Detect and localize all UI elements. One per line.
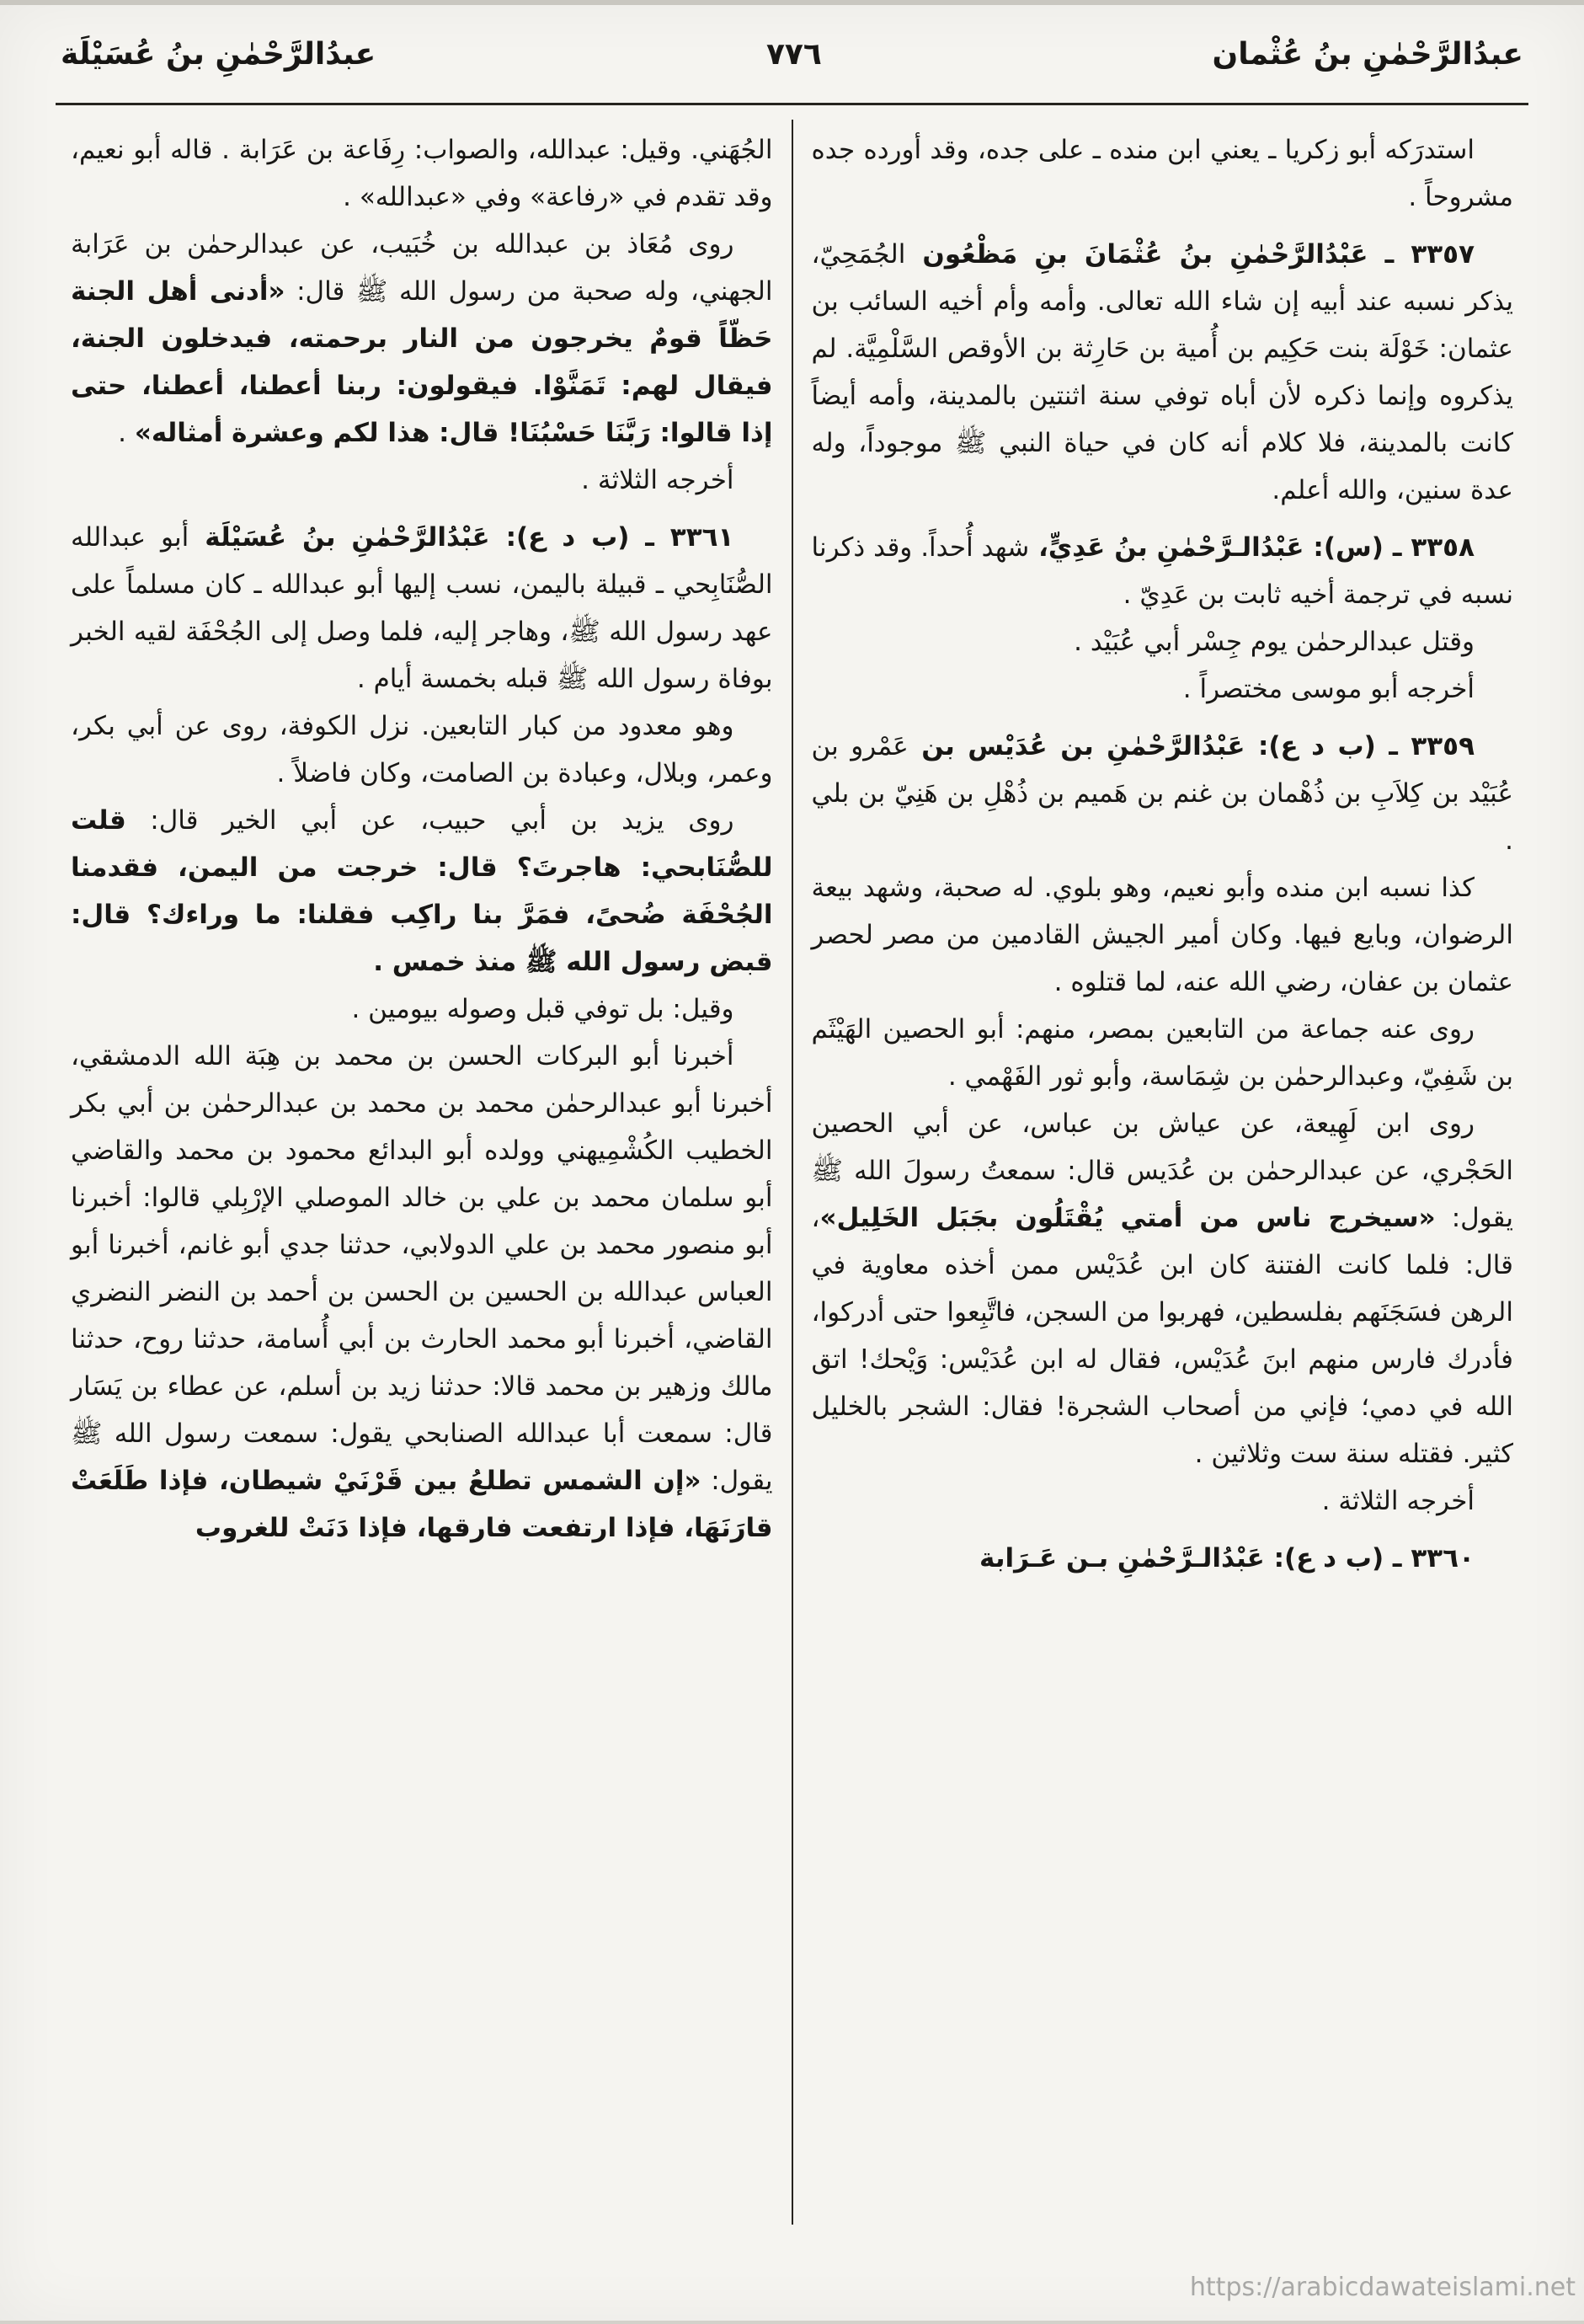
bold-text-segment: ٣٣٥٨ ـ (س): عَبْدُالـرَّحْمٰنِ بنُ عَدِيٍّ، (1029, 532, 1475, 563)
paragraph (71, 797, 773, 986)
text-segment: الجُمَحِيّ، يذكر نسبه عند أبيه إن شاء الله تعالى. وأمه وأم أخيه السائب بن عثمان: خَوْلَة بنت حَكِيم بن أُمية بن حَارِثة بن الأوقص السَّلْمِيَّة. لم يذكروه وإنما ذكره لأن أباه توفي سنة اثنتين بالمدينة، وأمه أيضاً كانت بالمدينة، فلا كلام أنه كان في حياة النبي ﷺ موجوداً، وله عدة سنين، والله أعلم. (811, 239, 1513, 505)
page-header (61, 37, 1523, 72)
text-segment: عَمْرو بن عُبَيْد بن كِلاَبِ بن ذُهْمان بن غنم بن هَميم بن ذُهْلِ بن هَنِيّ بن بلي . (811, 731, 1513, 856)
text-segment: كذا نسبه ابن منده وأبو نعيم، وهو بلوي. له صحبة، وشهد بيعة الرضوان، وبايع فيها. وكان أمير الجيش القادمين من مصر لحصر عثمان بن عفان، رضي الله عنه، لما قتلوه . (811, 873, 1513, 997)
bold-text-segment: «إن الشمس تطلعُ بين قَرْنَيْ شيطان، فإذا طَلَعَتْ قارَنَهَا، فإذا ارتفعت فارقها، فإذا دَنَتْ للغروب (71, 1466, 773, 1543)
text-segment: أخرجه الثلاثة . (1321, 1486, 1475, 1516)
paragraph (812, 126, 1514, 221)
text-segment: أبو عبدالله الصُّنَابِحي ـ قبيلة باليمن، نسب إليها أبو عبدالله ـ كان مسلماً على عهد رسول الله ﷺ، وهاجر إليه، فلما وصل إلى الجُحْفَة لقيه الخبر بوفاة رسول الله ﷺ قبله بخمسة أيام . (71, 522, 773, 694)
text-segment: روى يزيد بن أبي حبيب، عن أبي الخير قال: (125, 805, 734, 836)
text-columns (56, 120, 1528, 2225)
watermark-url: https://arabicdawateislami.net (1189, 2273, 1576, 2302)
paragraph (812, 618, 1514, 665)
column-left (56, 120, 788, 2225)
bold-text-segment: ٣٣٥٩ ـ (ب د ع): عَبْدُالرَّحْمٰنِ بن عُدَيْس بن (908, 731, 1475, 761)
text-segment: وهو معدود من كبار التابعين. نزل الكوفة، روى عن أبي بكر، وعمر، وبلال، وعبادة بن الصامت، وكان فاضلاً . (71, 711, 773, 788)
text-segment: أخرجه أبو موسى مختصراً . (1182, 674, 1475, 704)
paragraph (812, 864, 1514, 1006)
entry-paragraph (812, 524, 1514, 618)
header-title-left: عبدُالرَّحْمٰنِ بنُ عُسَيْلَة (61, 37, 376, 72)
text-segment: روى مُعَاذ بن عبدالله بن خُبَيب، عن عبدالرحمٰن بن عَرَابة الجهني، وله صحبة من رسول الله ﷺ قال: (71, 229, 773, 307)
bold-text-segment: ٣٣٦٠ ـ (ب د ع): عَبْدُالـرَّحْمٰنِ بـن عَـرَابة (979, 1543, 1475, 1573)
paragraph (71, 221, 773, 457)
text-segment: وقتل عبدالرحمٰن يوم جِسْر أبي عُبَيْد . (1074, 627, 1475, 657)
bold-text-segment: قلت للصُّنَابحي: هاجرتَ؟ قال: خرجت من اليمن، فقدمنا الجُحْفَة ضُحىً، فمَرَّ بنا راكِب فقلنا: ما وراءك؟ قال: قبض رسول الله ﷺ منذ خمس . (71, 805, 773, 977)
header-rule (56, 103, 1528, 105)
header-title-right: عبدُالرَّحْمٰنِ بنُ عُثْمان (1212, 37, 1523, 72)
paragraph (71, 1033, 773, 1552)
bold-text-segment: «سيخرج ناس من أمتي يُقْتَلُون بجَبَل الخَلِيل» (819, 1203, 1436, 1233)
paragraph (71, 986, 773, 1033)
text-segment: روى عنه جماعة من التابعين بمصر، منهم: أبو الحصين الهَيْثَم بن شَفِيّ، وعبدالرحمٰن بن شِمَاسة، وأبو ثور الفَهْمي . (811, 1014, 1513, 1092)
paragraph (812, 1006, 1514, 1100)
entry-paragraph (812, 1535, 1514, 1582)
entry-paragraph (812, 231, 1514, 514)
paragraph (812, 1477, 1514, 1525)
text-segment: روى ابن لَهِيعة، عن عياش بن عباس، عن أبي الحصين الحَجْري، عن عبدالرحمٰن بن عُدَيس قال: سمعتُ رسولَ الله ﷺ يقول: (811, 1109, 1513, 1233)
paragraph (71, 457, 773, 504)
text-segment: استدرَكه أبو زكريا ـ يعني ابن منده ـ على جده، وقد أورده جده مشروحاً . (811, 135, 1513, 212)
paragraph (71, 703, 773, 797)
scan-edge-top (0, 0, 1584, 5)
entry-paragraph (812, 723, 1514, 864)
text-segment: وقيل: بل توفي قبل وصوله بيومين . (351, 994, 734, 1024)
paragraph (812, 1100, 1514, 1477)
page-number: ٧٧٦ (765, 37, 822, 72)
text-segment: أخبرنا أبو البركات الحسن بن محمد بن هِبَة الله الدمشقي، أخبرنا أبو عبدالرحمٰن محمد بن محمد بن عبدالرحمٰن بن أبي بكر الخطيب الكُشْمِيهني وولده أبو البدائع محمود بن محمد والقاضي أبو سلمان محمد بن علي بن خالد الموصلي الإرْبِلي قالوا: أخبرنا أبو منصور محمد بن علي الدولابي، حدثنا جدي أبو غانم، أخبرنا أبو العباس عبدالله بن الحسين بن الحسن بن أحمد بن النضر النضري القاضي، أخبرنا أبو محمد الحارث بن أبي أُسامة، حدثنا روح، حدثنا مالك وزهير بن محمد قالا: حدثنا زيد بن أسلم، عن عطاء بن يَسَار قال: سمعت أبا عبدالله الصنابحي يقول: سمعت رسول الله ﷺ يقول: (71, 1041, 773, 1496)
column-divider (792, 120, 793, 2225)
text-segment: ، قال: فلما كانت الفتنة كان ابن عُدَيْس ممن أخذه معاوية في الرهن فسَجَنَهم بفلسطين، فهربوا من السجن، فاتَّبِعوا حتى أدركوا، فأدرك فارس منهم ابنَ عُدَيْس، فقال له ابن عُدَيْس: وَيْحك! اتق الله في دمي؛ فإني من أصحاب الشجرة! فقال: الشجر بالخليل كثير. فقتله سنة ست وثلاثين . (811, 1203, 1513, 1469)
bold-text-segment: ٣٣٦١ ـ (ب د ع): عَبْدُالرَّحْمٰنِ بنُ عُسَيْلَة (189, 522, 734, 553)
text-segment: شهد أُحداً. وقد ذكرنا نسبه في ترجمة أخيه ثابت بن عَدِيّ . (811, 532, 1513, 610)
paragraph (812, 665, 1514, 713)
bold-text-segment: «أدنى أهل الجنة حَظّاً قومٌ يخرجون من النار برحمته، فيدخلون الجنة، فيقال لهم: تَمَنَّوْا. فيقولون: ربنا أعطنا، أعطنا، حتى إذا قالوا: رَبَّنَا حَسْبُنَا! قال: هذا لكم وعشرة أمثاله» (71, 276, 773, 448)
bold-text-segment: ٣٣٥٧ ـ عَبْدُالرَّحْمٰنِ بنُ عُثْمَانَ بنِ مَظْعُون (905, 239, 1475, 270)
paragraph (71, 126, 773, 221)
text-segment: . (118, 418, 135, 448)
column-right (797, 120, 1529, 2225)
entry-paragraph (71, 514, 773, 703)
text-segment: الجُهَني. وقيل: عبدالله، والصواب: رِفَاعة بن عَرَابة . قاله أبو نعيم، وقد تقدم في «رفاعة» وفي «عبدالله» . (71, 135, 773, 212)
text-segment: أخرجه الثلاثة . (581, 465, 734, 495)
scan-edge-bottom (0, 2321, 1584, 2324)
